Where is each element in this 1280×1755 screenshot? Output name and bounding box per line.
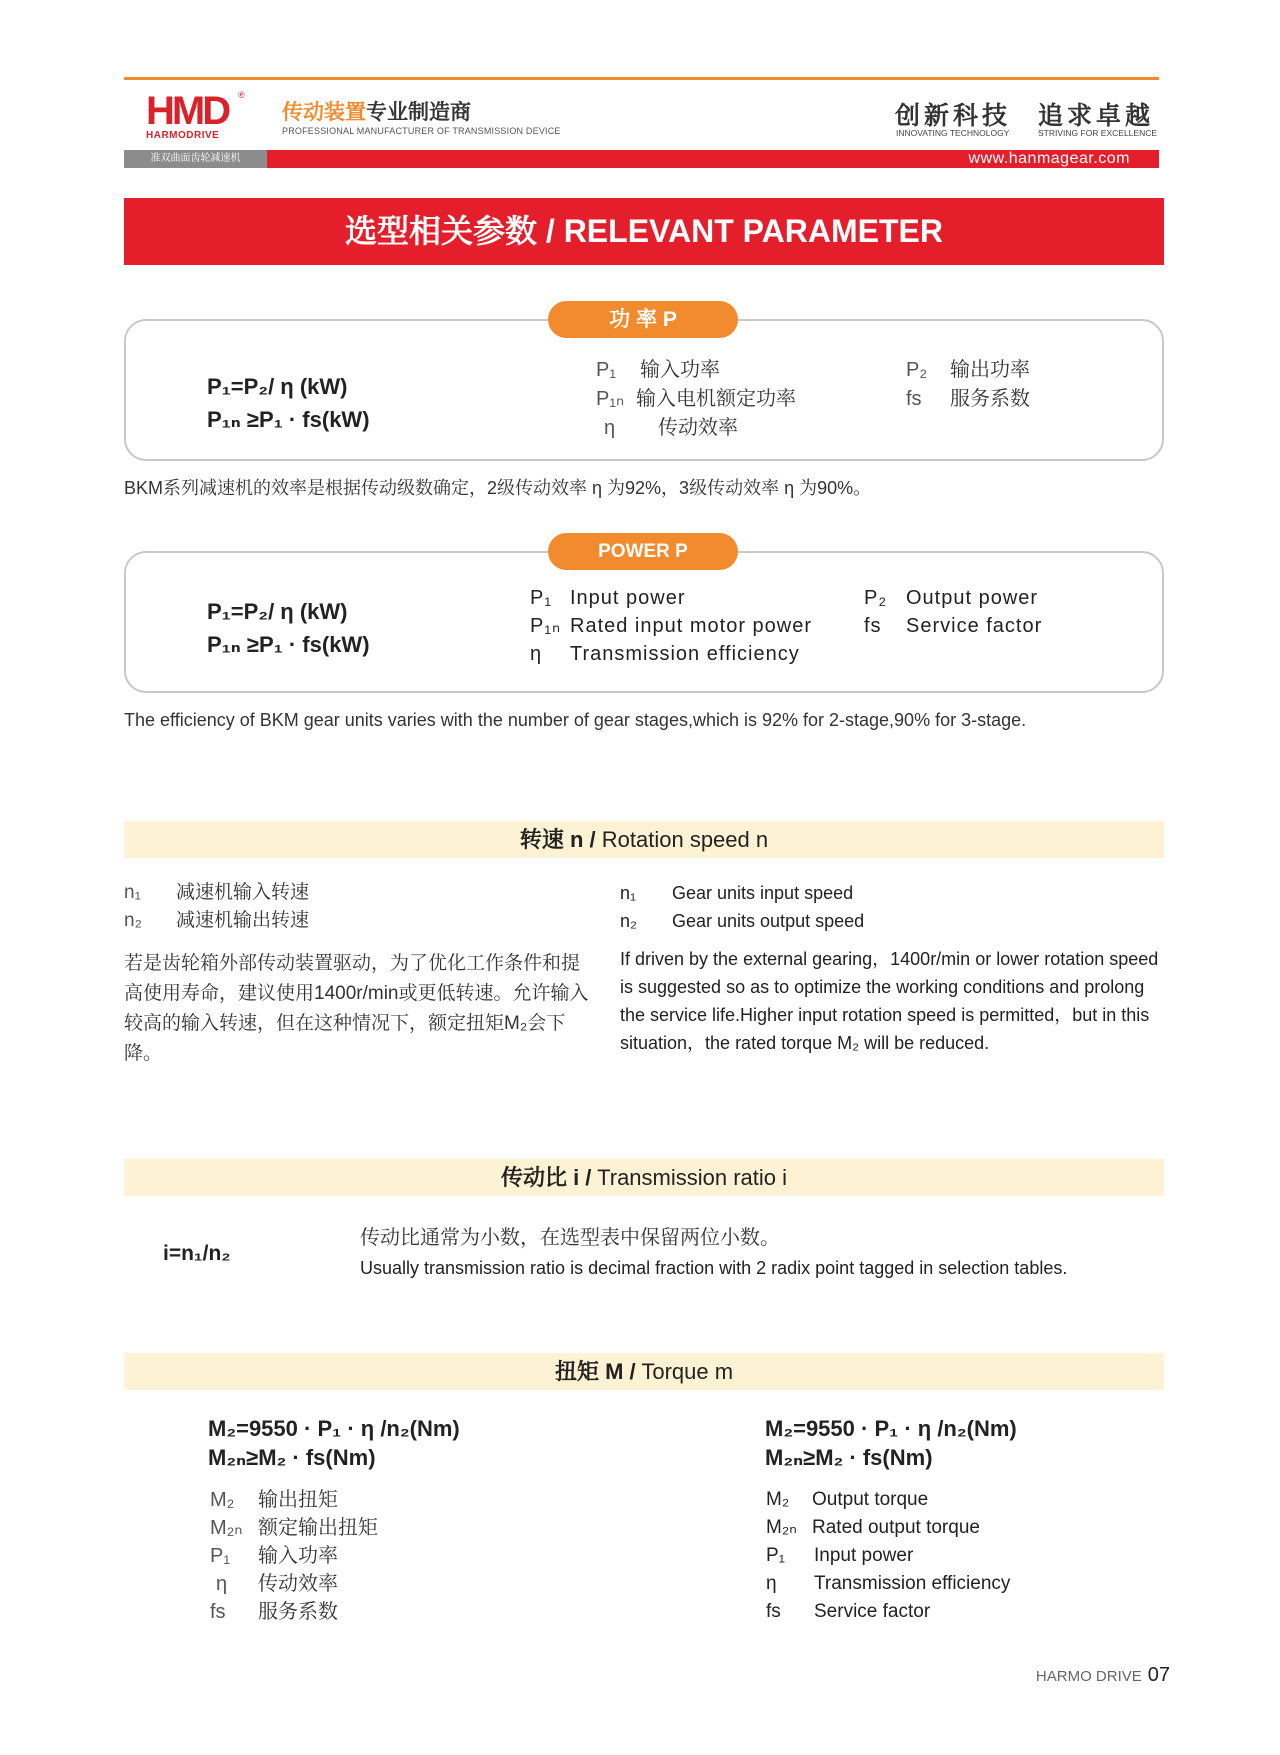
section-header-torque: 扭矩 M / Torque m — [124, 1353, 1164, 1390]
page-number: 07 — [1147, 1664, 1170, 1686]
def-row: fs 服务系数 — [210, 1601, 338, 1623]
power-cn-defs-right — [906, 356, 1030, 414]
power-cn-note: BKM系列减速机的效率是根据传动级数确定，2级传动效率 η 为92%，3级传动效率 η 为90%。 — [124, 478, 872, 498]
ratio-formula: i=n₁/n₂ — [163, 1242, 231, 1265]
def-row: P₁ 输入功率 — [210, 1545, 338, 1567]
slogan-innovating-en: INNOVATING TECHNOLOGY — [896, 128, 1010, 138]
torque-defs-cn — [210, 1486, 378, 1626]
power-en-pill: POWER P — [548, 533, 738, 570]
svg-text:HMD: HMD — [146, 90, 229, 133]
def-row: n₂ Gear units output speed — [620, 911, 865, 931]
def-row: M₂ₙ Rated output torque — [766, 1517, 980, 1538]
def-row: P₁ₙ 输入电机额定功率 — [596, 388, 796, 410]
slogan-striving: 追求卓越 — [1038, 101, 1155, 130]
def-row: P₂ 输出功率 — [906, 359, 1030, 381]
def-row: P₁ Input power — [530, 587, 686, 609]
power-en-defs-right — [864, 584, 1042, 640]
registered-mark: ® — [238, 90, 245, 100]
speed-defs-cn — [124, 879, 309, 935]
speed-defs-en — [620, 879, 864, 935]
def-row: n₁ Gear units input speed — [620, 883, 854, 903]
speed-paragraph-cn: 若是齿轮箱外部传动装置驱动，为了优化工作条件和提高使用寿命，建议使用1400r/min或更低转速。允许输入较高的输入转速，但在这种情况下，额定扭矩M₂会下降。 — [124, 953, 589, 1064]
section-header-speed: 转速 n / Rotation speed n — [124, 821, 1164, 858]
page-footer — [1036, 1664, 1170, 1687]
power-en-defs-left — [530, 584, 812, 668]
header-top-rule — [124, 77, 1159, 80]
slogan-striving-en: STRIVING FOR EXCELLENCE — [1038, 128, 1158, 138]
torque-defs-en — [766, 1486, 1010, 1626]
def-row: fs Service factor — [766, 1601, 931, 1622]
def-row: n₂ 减速机输出转速 — [124, 910, 310, 931]
power-en-note: The efficiency of BKM gear units varies with the number of gear stages,which is 92% for 2-stage,90% for 3-stage. — [124, 710, 1027, 730]
ratio-text-en: Usually transmission ratio is decimal fraction with 2 radix point tagged in selection tables. — [360, 1258, 1068, 1278]
company-tagline-en: PROFESSIONAL MANUFACTURER OF TRANSMISSION DEVICE — [282, 126, 561, 136]
def-row: P₁ Input power — [766, 1545, 914, 1566]
def-row: M₂ 输出扭矩 — [210, 1489, 338, 1511]
def-row: M₂ Output torque — [766, 1489, 929, 1510]
torque-formula-en: M₂=9550 · P₁ · η /n₂(Nm) M₂ₙ≥M₂ · fs(Nm) — [765, 1416, 1017, 1470]
slogan-innovating: 创新科技 — [895, 101, 1012, 130]
def-row: η Transmission efficiency — [530, 643, 800, 665]
footer-brand: HARMO DRIVE — [1035, 1668, 1142, 1685]
power-en-formula: P₁=P₂/ η (kW) P₁ₙ ≥P₁ · fs(kW) — [207, 599, 370, 657]
def-row: fs Service factor — [864, 615, 1043, 637]
def-row: P₁ₙ Rated input motor power — [530, 615, 813, 637]
def-row: η 传动效率 — [216, 1573, 338, 1595]
section-header-ratio: 传动比 i / Transmission ratio i — [124, 1159, 1164, 1196]
product-category-label: 准双曲面齿轮减速机 — [124, 150, 267, 168]
def-row: M₂ₙ 额定输出扭矩 — [210, 1517, 378, 1539]
power-cn-defs-left — [596, 356, 796, 443]
def-row: η 传动效率 — [604, 417, 738, 439]
ratio-text-cn: 传动比通常为小数，在选型表中保留两位小数。 — [360, 1227, 780, 1249]
power-cn-formula: P₁=P₂/ η (kW) P₁ₙ ≥P₁ · fs(kW) — [207, 374, 370, 432]
website-link[interactable]: www.hanmagear.com — [968, 150, 1130, 167]
torque-formula-cn: M₂=9550 · P₁ · η /n₂(Nm) M₂ₙ≥M₂ · fs(Nm) — [208, 1416, 460, 1470]
def-row: fs 服务系数 — [906, 388, 1030, 410]
power-cn-pill: 功 率 P — [548, 301, 738, 338]
section-banner-title: 选型相关参数 / RELEVANT PARAMETER — [124, 198, 1164, 265]
def-row: η Transmission efficiency — [766, 1573, 1011, 1594]
logo-wordmark: HARMODRIVE — [146, 130, 220, 141]
def-row: n₁ 减速机输入转速 — [124, 882, 310, 903]
company-tagline: 传动装置专业制造商 — [282, 101, 471, 124]
def-row: P₂ Output power — [864, 587, 1039, 609]
speed-paragraph-en: If driven by the external gearing，1400r/min or lower rotation speed is suggested so as to optimize the working conditions and prolong the service life.Higher input rotation speed is permitted，but in this situation，the rated torque M₂ will be reduced. — [620, 949, 1159, 1053]
def-row: P₁ 输入功率 — [596, 359, 720, 381]
